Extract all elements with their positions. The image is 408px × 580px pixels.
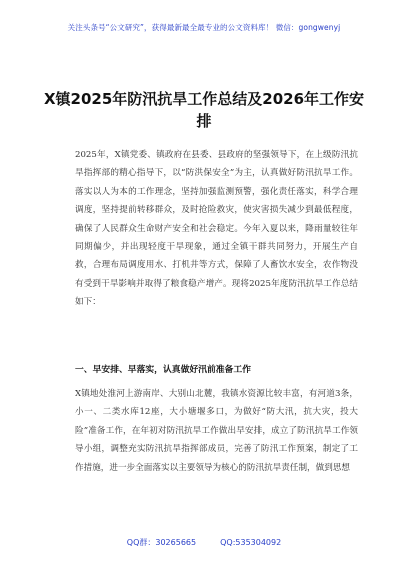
paragraph-section1-text: X镇地处淮河上游南岸、大别山北麓，我镇水资源比较丰富，有河道3条，小一、二类水库12座，大小塘堰多口，为做好“防大汛，抗大灾，投大险”准备工作，在年初对防汛抗旱工作做出早安排，成立了防汛抗旱工作领导小组，调整充实防汛抗旱指挥部成员，完善了防汛工作预案，制定了工作措施，进一步全面落实以主要领导为核心的防汛抗旱责任制，做到思想 <box>75 389 358 473</box>
paragraph-intro <box>58 146 358 312</box>
header-note: 关注头条号“公文研究”，获得最新最全最专业的公文资料库！ 微信：gongwenyj <box>67 23 341 32</box>
footer-qq-group: QQ群：30265665 <box>126 538 197 547</box>
paragraph-section1 <box>58 385 358 477</box>
footer-qq: QQ:535304092 <box>220 538 282 547</box>
footer-contact <box>0 537 408 548</box>
paragraph-intro-text: 2025年，X镇党委、镇政府在县委、县政府的坚强领导下，在上级防汛抗旱指挥部的精心指导下，以“防洪保安全”为主，认真做好防汛抗旱工作。落实以人为本的工作理念，坚持加强监测预警，强化责任落实，科学合理调度，坚持提前转移群众，及时抢险救灾，使灾害损失减少到最低程度，确保了人民群众生命财产安全和社会稳定。今年入夏以来，降雨量较往年同期偏少，并出现轻度干旱现象，通过全镇干群共同努力，开展生产自救，合理布局调度用水、打机井等方式，保障了人畜饮水安全，农作物没有受到干旱影响并取得了粮食稳产增产。现将2025年度防汛抗旱工作总结如下： <box>75 150 358 308</box>
section-heading-1: 一、早安排、早落实，认真做好汛前准备工作 <box>75 365 251 375</box>
document-title: X镇2025年防汛抗旱工作总结及2026年工作安排 <box>43 90 365 130</box>
